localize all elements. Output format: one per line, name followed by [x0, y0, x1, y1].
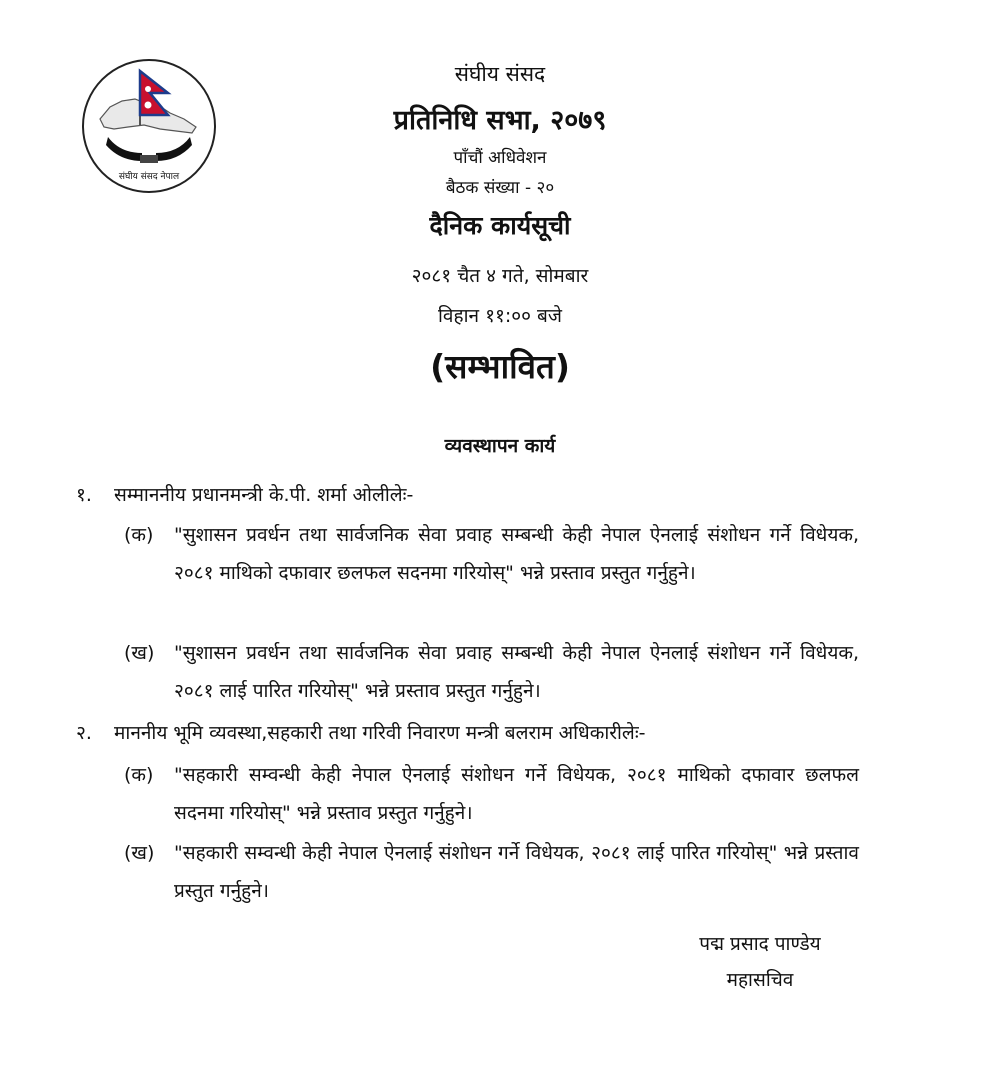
subitem-label: (ख)	[124, 642, 155, 664]
agenda-item-1	[76, 476, 866, 514]
header-meeting-number: बैठक संख्या - २०	[445, 178, 555, 198]
signatory-name: पद्म प्रसाद पाण्डेय	[699, 933, 821, 955]
subitem-label: (ख)	[124, 842, 155, 864]
item-number: १.	[76, 484, 92, 506]
subitem-text: "सहकारी सम्वन्धी केही नेपाल ऐनलाई संशोधन गर्ने विधेयक, २०८१ माथिको दफावार छलफल सदनमा गरियोस्" भन्ने प्रस्ताव प्रस्तुत गर्नुहुने।	[174, 764, 859, 824]
header-date: २०८१ चैत ४ गते, सोमबार	[411, 265, 589, 287]
agenda-subitem-2a	[124, 756, 859, 832]
emblem-caption: संघीय संसद नेपाल	[118, 172, 180, 182]
header-doc-title: दैनिक कार्यसूची	[429, 211, 571, 240]
subitem-text: "सहकारी सम्वन्धी केही नेपाल ऐनलाई संशोधन गर्ने विधेयक, २०८१ लाई पारित गरियोस्" भन्ने प्रस्ताव प्रस्तुत गर्नुहुने।	[174, 842, 859, 902]
header-session: पाँचौं अधिवेशन	[453, 148, 547, 168]
agenda-subitem-2b	[124, 834, 859, 910]
header-org: संघीय संसद	[454, 62, 546, 86]
subitem-label: (क)	[124, 764, 154, 786]
subitem-label: (क)	[124, 524, 154, 546]
section-title: व्यवस्थापन कार्य	[444, 435, 556, 457]
signatory-title: महासचिव	[726, 969, 794, 991]
agenda-subitem-1b	[124, 634, 859, 710]
agenda-item-2	[76, 714, 866, 752]
item-number: २.	[76, 722, 92, 744]
header-tentative: (सम्भावित)	[430, 347, 570, 386]
subitem-text: "सुशासन प्रवर्धन तथा सार्वजनिक सेवा प्रवाह सम्बन्धी केही नेपाल ऐनलाई संशोधन गर्ने विधेयक, २०८१ माथिको दफावार छलफल सदनमा गरियोस्" भन्ने प्रस्ताव प्रस्तुत गर्नुहुने।	[174, 524, 859, 584]
subitem-text: "सुशासन प्रवर्धन तथा सार्वजनिक सेवा प्रवाह सम्बन्धी केही नेपाल ऐनलाई संशोधन गर्ने विधेयक, २०८१ लाई पारित गरियोस्" भन्ने प्रस्ताव प्रस्तुत गर्नुहुने।	[174, 642, 859, 702]
item-text: सम्माननीय प्रधानमन्त्री के.पी. शर्मा ओलीलेः-	[114, 484, 414, 506]
header-time: विहान ११:०० बजे	[438, 305, 562, 327]
header-house: प्रतिनिधि सभा, २०७९	[393, 105, 607, 136]
agenda-subitem-1a	[124, 516, 859, 592]
item-text: माननीय भूमि व्यवस्था,सहकारी तथा गरिवी निवारण मन्त्री बलराम अधिकारीलेः-	[114, 722, 646, 744]
